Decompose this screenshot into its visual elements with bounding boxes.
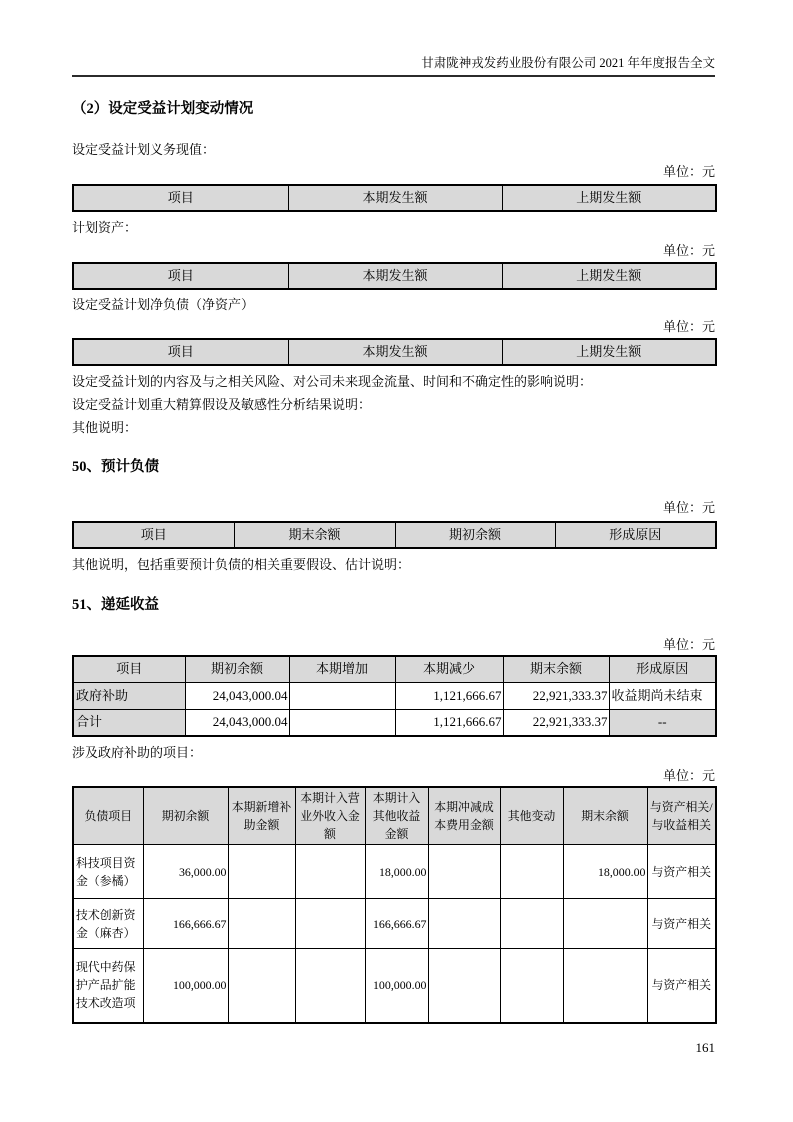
table-header-row [73,185,716,211]
table-header-row [73,522,716,548]
table-header-cell: 项目 [73,263,288,289]
table-row [73,709,716,736]
page-content [0,99,793,1024]
table-header-row [73,339,716,365]
unit-label: 单位：元 [662,637,715,652]
table-row [73,949,716,1023]
table-cell [228,845,295,899]
table-header-cell: 上期发生额 [502,263,716,289]
table-header-cell: 上期发生额 [502,339,716,365]
table-cell: 合计 [73,709,185,736]
plan-assets-note: 计划资产： [72,220,138,235]
table-cell: 现代中药保护产品扩能技术改造项 [73,949,143,1023]
table-header-cell: 项目 [73,656,185,682]
table-cell [500,899,563,949]
table-cell [428,845,500,899]
table-header-cell: 期初余额 [395,522,555,548]
table-cell [295,845,365,899]
unit-label: 单位：元 [662,768,715,783]
table-cell [228,949,295,1023]
government-grant-table [72,786,717,1024]
obligation-note: 设定受益计划义务现值： [72,142,216,157]
table-header-cell: 负债项目 [73,787,143,845]
note-line: 设定受益计划重大精算假设及敏感性分析结果说明： [72,397,372,412]
table-header-cell: 形成原因 [609,656,716,682]
table-header-row [73,787,716,845]
plan-assets-table [72,262,717,290]
table-header-cell: 项目 [73,522,234,548]
table-header-cell: 本期冲减成本费用金额 [428,787,500,845]
table-cell: 与资产相关 [647,899,716,949]
section-2-heading: （2）设定受益计划变动情况 [72,101,254,117]
table-cell [500,949,563,1023]
table-cell: 科技项目资金（参橘） [73,845,143,899]
table-header-cell: 本期计入营业外收入金额 [295,787,365,845]
table-cell: 22,921,333.37 [503,709,609,736]
table-row [73,845,716,899]
table-header-cell: 形成原因 [555,522,716,548]
section-50-heading: 50、预计负债 [72,459,159,475]
table-cell: 100,000.00 [365,949,428,1023]
table-header-cell: 本期增加 [289,656,395,682]
unit-label: 单位：元 [662,500,715,515]
table-header-cell: 期末余额 [563,787,647,845]
table-cell: 100,000.00 [143,949,228,1023]
note-line: 其他说明： [72,420,138,435]
table-header-cell: 期末余额 [503,656,609,682]
table-cell: 18,000.00 [563,845,647,899]
unit-label: 单位：元 [662,164,715,179]
table-header-cell: 与资产相关/与收益相关 [647,787,716,845]
table-cell: 36,000.00 [143,845,228,899]
table-header-cell: 其他变动 [500,787,563,845]
table-cell [295,899,365,949]
deferred-income-table [72,655,717,737]
table-header-cell: 本期发生额 [288,263,502,289]
table-header-row [73,263,716,289]
note-line: 其他说明，包括重要预计负债的相关重要假设、估计说明： [72,557,411,572]
table-cell [289,709,395,736]
table-header-cell: 本期新增补助金额 [228,787,295,845]
obligation-table [72,184,717,212]
table-cell: 收益期尚未结束 [609,682,716,709]
table-header-cell: 期初余额 [143,787,228,845]
table-header-cell: 期初余额 [185,656,289,682]
table-cell [228,899,295,949]
table-cell: 24,043,000.04 [185,709,289,736]
table-header-cell: 上期发生额 [502,185,716,211]
table-cell [500,845,563,899]
note-line: 涉及政府补助的项目： [72,745,203,760]
page-header [0,0,793,77]
table-cell: 1,121,666.67 [395,682,503,709]
table-cell [563,949,647,1023]
table-cell: 政府补助 [73,682,185,709]
table-cell: 18,000.00 [365,845,428,899]
table-header-cell: 期末余额 [234,522,395,548]
estimated-liabilities-table [72,521,717,549]
table-cell [428,899,500,949]
table-header-cell: 本期计入其他收益金额 [365,787,428,845]
table-row [73,682,716,709]
section-51-heading: 51、递延收益 [72,597,159,613]
page-header-title: 甘肃陇神戎发药业股份有限公司 2021 年年度报告全文 [72,55,715,77]
table-cell [295,949,365,1023]
table-header-cell: 本期发生额 [288,185,502,211]
table-row [73,899,716,949]
table-cell: 1,121,666.67 [395,709,503,736]
table-cell: 技术创新资金（麻杏） [73,899,143,949]
table-header-row [73,656,716,682]
table-header-cell: 本期发生额 [288,339,502,365]
unit-label: 单位：元 [662,319,715,334]
table-cell: 22,921,333.37 [503,682,609,709]
net-liability-table [72,338,717,366]
table-cell: 与资产相关 [647,949,716,1023]
table-cell: 与资产相关 [647,845,716,899]
table-header-cell: 项目 [73,185,288,211]
table-cell [563,899,647,949]
table-cell: 166,666.67 [143,899,228,949]
page-number: 161 [695,1040,715,1055]
table-cell: 166,666.67 [365,899,428,949]
unit-label: 单位：元 [662,243,715,258]
table-cell: -- [609,709,716,736]
table-cell [289,682,395,709]
note-line: 设定受益计划的内容及与之相关风险、对公司未来现金流量、时间和不确定性的影响说明： [72,374,593,389]
table-cell: 24,043,000.04 [185,682,289,709]
net-liability-note: 设定受益计划净负债（净资产） [72,297,255,312]
table-cell [428,949,500,1023]
table-header-cell: 项目 [73,339,288,365]
table-header-cell: 本期减少 [395,656,503,682]
